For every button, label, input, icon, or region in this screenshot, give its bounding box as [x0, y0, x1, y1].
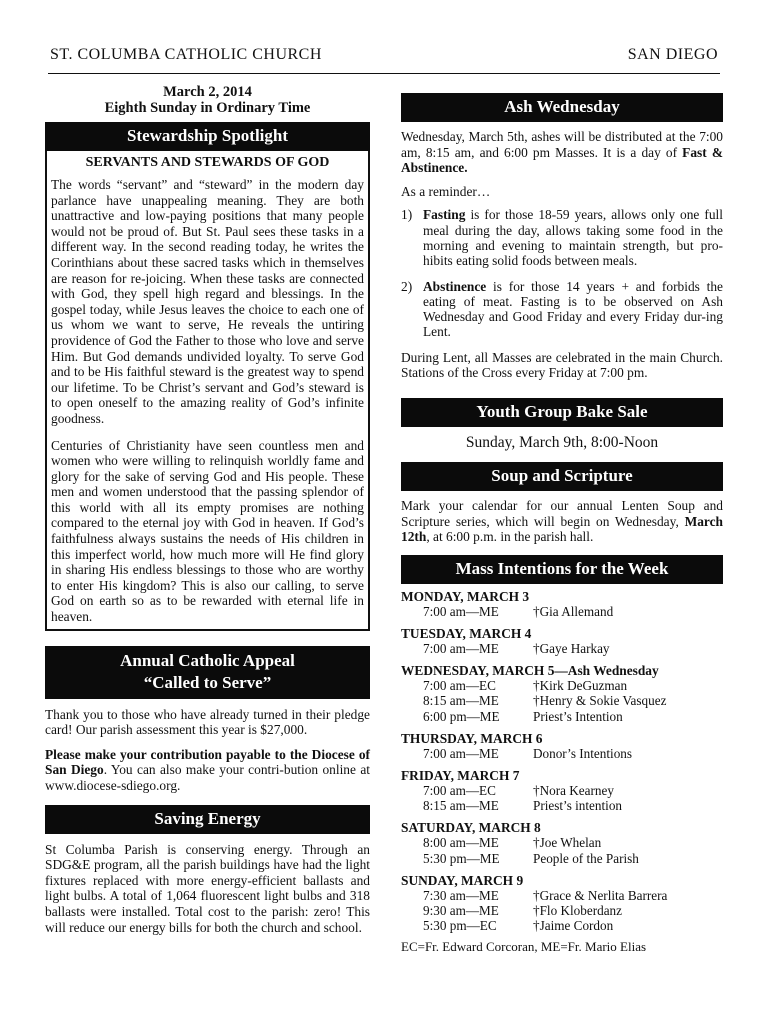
stewardship-title: Stewardship Spotlight	[45, 122, 370, 151]
mass-time: 7:00 am—EC	[423, 782, 496, 798]
ash-paragraph-1	[401, 129, 723, 176]
mass-day	[401, 873, 723, 934]
mass-day	[401, 589, 723, 619]
mass-intention: †Kirk DeGuzman	[533, 678, 628, 694]
bulletin-date	[45, 84, 370, 116]
appeal-title	[45, 646, 370, 699]
mass-entry	[401, 693, 723, 708]
ash-rules-list	[401, 207, 723, 339]
energy-title: Saving Energy	[45, 805, 370, 834]
mass-time: 7:00 am—ME	[423, 603, 499, 619]
mass-intention: †Nora Kearney	[533, 782, 614, 798]
mass-intentions-title: Mass Intentions for the Week	[401, 555, 723, 584]
mass-time: 9:30 am—ME	[423, 902, 499, 918]
rule-term: Abstinence	[423, 278, 487, 294]
appeal-title-line1: Annual Catholic Appeal	[120, 650, 295, 670]
left-column	[45, 84, 370, 935]
mass-entry	[401, 888, 723, 903]
mass-time: 7:00 am—ME	[423, 640, 499, 656]
mass-intention: †Flo Kloberdanz	[533, 902, 622, 918]
mass-day	[401, 820, 723, 865]
bake-sale-when: Sunday, March 9th, 8:00-Noon	[465, 433, 659, 451]
mass-intention: †Jaime Cordon	[533, 918, 614, 934]
mass-intentions-list	[401, 589, 723, 934]
rule-term: Fasting	[423, 207, 466, 223]
mass-intention: †Grace & Nerlita Barrera	[533, 887, 668, 903]
mass-entry	[401, 641, 723, 656]
date-line: March 2, 2014	[163, 84, 252, 100]
stewardship-box	[45, 122, 370, 631]
right-column	[401, 93, 723, 955]
mass-time: 8:15 am—ME	[423, 798, 499, 814]
rule-text: is for those 14 years + and forbids the eating of meat. Fasting is to be observed on Ash Wednesday and Good Friday and every Friday dur-ing Lent.	[423, 278, 723, 340]
mass-intention: †Henry & Sokie Vasquez	[533, 693, 667, 709]
mass-day	[401, 731, 723, 761]
mass-day-heading: TUESDAY, MARCH 4	[401, 625, 532, 641]
ash-rule-abstinence	[401, 279, 723, 340]
mass-day-heading: THURSDAY, MARCH 6	[401, 730, 543, 746]
mass-day-heading: SATURDAY, MARCH 8	[401, 820, 541, 836]
liturgical-day: Eighth Sunday in Ordinary Time	[104, 100, 311, 116]
soup-text: Mark your calendar for our annual Lenten Soup and Scripture series, which will begin on Wednesday,	[401, 497, 723, 529]
appeal-bold: Please make your contribution payable to the Diocese of San Diego	[45, 746, 370, 778]
mass-day	[401, 626, 723, 656]
mass-intention: †Gia Allemand	[533, 603, 614, 619]
mass-time: 8:15 am—ME	[423, 693, 499, 709]
appeal-paragraph-2	[45, 747, 370, 794]
mass-time: 8:00 am—ME	[423, 835, 499, 851]
mass-intention: †Joe Whelan	[533, 835, 602, 851]
stewardship-subtitle: SERVANTS AND STEWARDS OF GOD	[85, 155, 330, 170]
city-name: SAN DIEGO	[627, 46, 718, 63]
mass-day	[401, 663, 723, 724]
page-header	[50, 46, 718, 64]
appeal-rest: . You can also make your contri-bution online at www.diocese-sdiego.org.	[45, 762, 370, 793]
mass-entry	[401, 604, 723, 619]
mass-entry	[401, 835, 723, 850]
energy-paragraph: St Columba Parish is conserving energy. Through an SDG&E program, all the parish buildings have had the light fixtures replaced with more energy-efficient ballasts and light bulbs. A total of 1,064 fluorescent light bulbs and 318 ballasts were installed. Total cost to the parish: zero! This will reduce our energy bills for both the church and school.	[45, 841, 370, 935]
stewardship-paragraph-1: The words “servant” and “steward” in the modern day parlance have unappealing meaning. They are both unattractive and low-paying positions that many people would not be proud of. But St. Paul sees these tasks in a different way. In the second reading today, he writes the Corinthians about these sacred tasks which in themselves are reason for re-joicing. When these tasks are connected with God, they spell high regard and blessings. In the gospel today, while Jesus leaves the choice to each one of us whom we want to serve, He reveals the untiring providence of God the Father to those who love and serve Him. But God demands undivided loyalty. To serve God and to be His faithful steward is the greatest way to spend our lifetime. To be Christ’s servant and God’s steward is to open oneself to the amazing reality of God’s infinite goodness.	[51, 177, 364, 426]
mass-time: 6:00 pm—ME	[423, 708, 500, 724]
mass-entry	[401, 746, 723, 761]
mass-time: 5:30 pm—EC	[423, 918, 497, 934]
mass-entry	[401, 903, 723, 918]
soup-date: March 12th	[401, 513, 723, 545]
ash-p1-text: Wednesday, March 5th, ashes will be distributed at the 7:00 am, 8:15 am, and 6:00 pm Masses. It is a day of	[401, 129, 723, 160]
rule-text: is for those 18-59 years, allows only one full meal during the day, allows taking some food in the morning and evening to maintain strength, but pro-hibits eating solid foods between meals.	[423, 207, 723, 269]
appeal-paragraph-1: Thank you to those who have already turned in their pledge card! Our parish assessment this year is $27,000.	[45, 706, 370, 738]
mass-entry	[401, 709, 723, 724]
mass-entry	[401, 918, 723, 933]
ash-reminder: As a reminder…	[401, 183, 491, 199]
mass-intention: Priest’s Intention	[533, 708, 623, 724]
header-rule	[48, 73, 720, 74]
ash-rule-fasting	[401, 207, 723, 268]
mass-day-heading: SUNDAY, MARCH 9	[401, 872, 524, 888]
list-number: 2)	[401, 278, 413, 294]
mass-entry	[401, 678, 723, 693]
mass-time: 7:30 am—ME	[423, 887, 499, 903]
stewardship-paragraph-2: Centuries of Christianity have seen countless men and women who were willing to relinquish worldly fame and glory for the sake of serving God and His people. These men and women understood that the passing splendor of this world with all its empty promises are nothing compared to the eternal joy with God in heaven. If God’s faithfulness always sustains the needs of His children in this imperfect world, how much more will He find glory in sharing His endless blessings to those who are worthy to enter His kingdom? This is also our calling, to serve God on earth so as to be rewarded with eternal life in heaven.	[51, 437, 364, 625]
mass-entry	[401, 851, 723, 866]
mass-day-heading: MONDAY, MARCH 3	[401, 588, 530, 604]
mass-entry	[401, 798, 723, 813]
mass-day-heading: FRIDAY, MARCH 7	[401, 767, 520, 783]
ash-p1-bold: Fast & Abstinence.	[401, 144, 723, 176]
celebrant-legend: EC=Fr. Edward Corcoran, ME=Fr. Mario Elias	[401, 939, 647, 955]
ash-title: Ash Wednesday	[401, 93, 723, 122]
mass-intention: Donor’s Intentions	[533, 745, 633, 761]
list-number: 1)	[401, 207, 413, 223]
mass-time: 7:00 am—ME	[423, 745, 499, 761]
mass-entry	[401, 783, 723, 798]
mass-intention: †Gaye Harkay	[533, 640, 610, 656]
mass-intention: People of the Parish	[533, 850, 639, 866]
mass-intention: Priest’s intention	[533, 798, 623, 814]
soup-title: Soup and Scripture	[401, 462, 723, 491]
bake-sale-title: Youth Group Bake Sale	[401, 398, 723, 427]
soup-text-end: , at 6:00 p.m. in the parish hall.	[426, 529, 594, 545]
mass-time: 7:00 am—EC	[423, 678, 496, 694]
mass-day-heading: WEDNESDAY, MARCH 5—Ash Wednesday	[401, 663, 659, 679]
soup-paragraph	[401, 498, 723, 545]
church-name: ST. COLUMBA CATHOLIC CHURCH	[50, 46, 322, 63]
ash-paragraph-2: During Lent, all Masses are celebrated in the main Church. Stations of the Cross every Friday at 7:00 pm.	[401, 349, 723, 381]
mass-day	[401, 768, 723, 813]
mass-time: 5:30 pm—ME	[423, 850, 500, 866]
appeal-title-line2: “Called to Serve”	[143, 672, 272, 692]
